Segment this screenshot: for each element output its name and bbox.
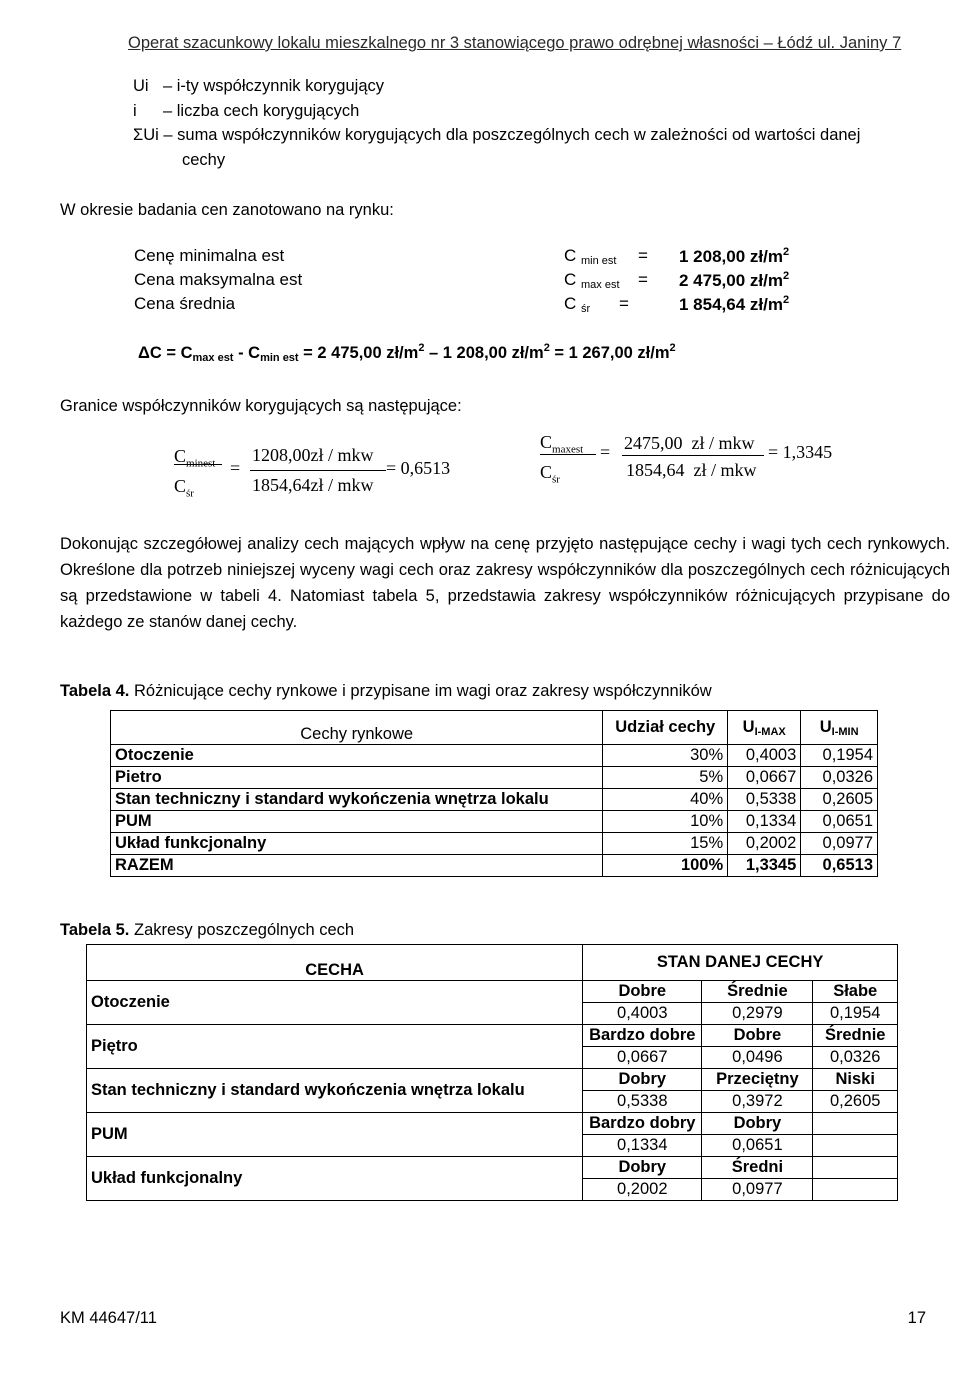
price-symbol: C $_{śr}$ xyxy=(564,294,591,315)
formula-max-numerator: 2475,00 zł / mkw xyxy=(624,433,755,453)
price-label: Cenę minimalna est xyxy=(134,246,285,265)
table-row: PUM 10% 0,1334 0,0651 xyxy=(111,811,878,833)
formula-min-denominator: 1854,64zł / mkw xyxy=(252,475,374,495)
table-row: PUM Bardzo dobry Dobry xyxy=(87,1113,898,1135)
legend-text: i-ty współczynnik korygujący xyxy=(176,77,384,95)
table4-header-share: Udział cechy xyxy=(603,711,728,745)
table5 xyxy=(86,944,898,1201)
page-header: Operat szacunkowy lokalu mieszkalnego nr 3 stanowiącego prawo odrębnej własności – Łódź ul. Janiny 7 xyxy=(128,34,902,52)
price-list: Cenę minimalna est C $_{min est}$ = 1 208,00 $zł/m^2$ Cena maksymalna est C $_{max est}$ = 2 475,00 $zł/m^2$ Cena średnia C $_{śr}$ = 1 854,64 $zł/m^2$ xyxy=(134,246,790,315)
price-symbol: C $_{min est}$ xyxy=(564,246,617,267)
price-symbol: C $_{max est}$ xyxy=(564,270,620,291)
legend-text-cont: cechy xyxy=(182,151,226,169)
delta-formula: $\Delta C = C_{max est} - C_{min est} = 2$ 475,00 $zł/m^2 - 1$ 208,00 $zł/m^2 = 1$ 267,00 $zł/m^2$ xyxy=(138,342,676,364)
table-row: Piętro Bardzo dobre Dobre Średnie xyxy=(87,1025,898,1047)
price-value: 2 475,00 $zł/m^2$ xyxy=(679,270,790,290)
table-row: 0,0667 0,0496 0,0326 xyxy=(87,1047,898,1069)
formula-max: $C_{maxest}$ $C_{śr}$ = 2475,00 zł / mkw 1854,64 zł / mkw = 1,3345 xyxy=(540,432,833,486)
table-row: 0,1334 0,0651 xyxy=(87,1135,898,1157)
table5-header-state: STAN DANEJ CECHY xyxy=(583,945,898,981)
legend-item: Ui – i-ty współczynnik korygujący xyxy=(133,77,384,95)
table-row: Stan techniczny i standard wykończenia wnętrza lokalu 40% 0,5338 0,2605 xyxy=(111,789,878,811)
legend-item: i – liczba cech korygujących xyxy=(133,102,360,120)
price-value: 1 208,00 $zł/m^2$ xyxy=(679,246,790,266)
legend-text: liczba cech korygujących xyxy=(176,102,360,120)
table4-header-umax: $U_{I-MAX}$ xyxy=(728,711,801,745)
market-intro: W okresie badania cen zanotowano na rynku: xyxy=(60,201,394,219)
table4 xyxy=(110,710,878,877)
formula-min: $C_{minest}$ $C_{śr}$ = 1208,00zł / mkw 1854,64zł / mkw = 0,6513 xyxy=(174,445,451,500)
table-row: 0,4003 0,2979 0,1954 xyxy=(87,1003,898,1025)
limits-intro: Granice współczynników korygujących są następujące: xyxy=(60,397,462,415)
table4-caption: Tabela 4. Różnicujące cechy rynkowe i przypisane im wagi oraz zakresy współczynników xyxy=(60,682,712,700)
formula-min-result: = 0,6513 xyxy=(386,458,451,478)
price-label: Cena średnia xyxy=(134,294,236,313)
table-row: Stan techniczny i standard wykończenia wnętrza lokalu Dobry Przeciętny Niski xyxy=(87,1069,898,1091)
table-row: Otoczenie 30% 0,4003 0,1954 xyxy=(111,745,878,767)
legend-symbol: i xyxy=(133,102,137,120)
legend-symbol: Ui xyxy=(133,77,149,95)
formula-min-numerator: 1208,00zł / mkw xyxy=(252,445,374,465)
legend-symbol: ΣUi xyxy=(133,126,159,144)
legend-text: suma współczynników korygujących dla poszczególnych cech w zależności od wartości danej xyxy=(177,126,861,144)
legend-item: ΣUi – suma współczynników korygujących dla poszczególnych cech w zależności od wartości danej xyxy=(133,126,861,144)
formula-max-result: = 1,3345 xyxy=(768,442,833,462)
price-value: 1 854,64 $zł/m^2$ xyxy=(679,294,790,314)
table4-header-feature: Cechy rynkowe xyxy=(111,711,603,745)
table-row-total: RAZEM 100% 1,3345 0,6513 xyxy=(111,855,878,877)
table-row: 0,2002 0,0977 xyxy=(87,1179,898,1201)
footer-page-number: 17 xyxy=(907,1309,926,1327)
table5-header-feature: CECHA xyxy=(87,945,583,981)
table-row: Otoczenie Dobre Średnie Słabe xyxy=(87,981,898,1003)
table-row: Pietro 5% 0,0667 0,0326 xyxy=(111,767,878,789)
table-row: Układ funkcjonalny Dobry Średni xyxy=(87,1157,898,1179)
table-row: 0,5338 0,3972 0,2605 xyxy=(87,1091,898,1113)
analysis-paragraph: Dokonując szczegółowej analizy cech mających wpływ na cenę przyjęto następujące cechy i wagi tych cech rynkowych. Określone dla potrzeb niniejszej wyceny wagi cech oraz zakresy współczynników dla poszczególnych cech różnicujących są przedstawione w tabeli 4. Natomiast tabela 5, przedstawia zakresy współczynników różnicujących przypisane do każdego ze stanów danej cechy. xyxy=(60,535,950,631)
formula-max-denominator: 1854,64 zł / mkw xyxy=(626,460,757,480)
footer-doc-number: KM 44647/11 xyxy=(60,1309,157,1327)
price-label: Cena maksymalna est xyxy=(134,270,303,289)
table-row: Układ funkcjonalny 15% 0,2002 0,0977 xyxy=(111,833,878,855)
table4-header-umin: $U_{I-MIN}$ xyxy=(801,711,878,745)
table5-caption: Tabela 5. Zakresy poszczególnych cech xyxy=(60,921,355,939)
